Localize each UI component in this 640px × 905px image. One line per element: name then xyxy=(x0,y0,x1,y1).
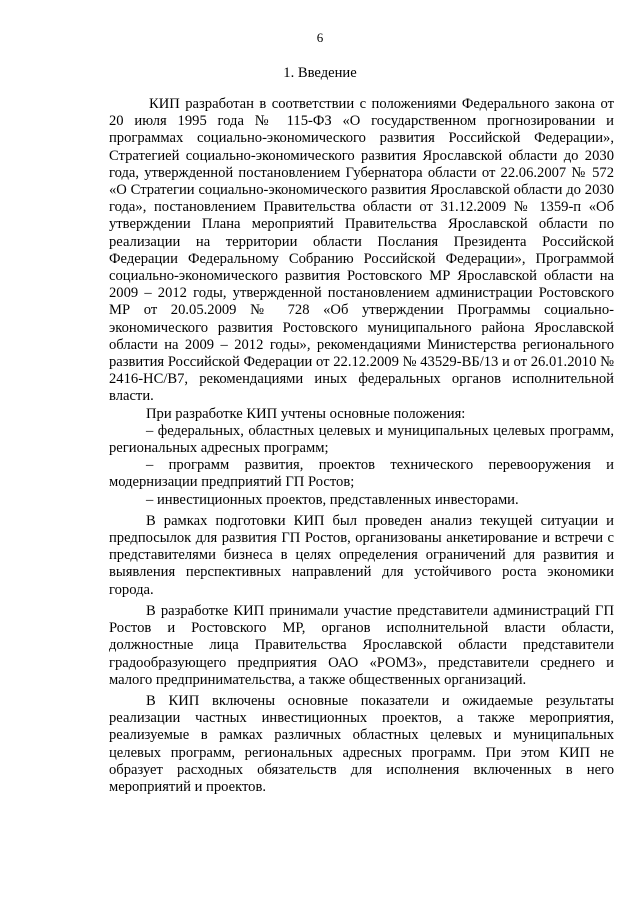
body-text xyxy=(109,96,614,796)
paragraph-participants: В разработке КИП принимали участие представители администраций ГП Ростов и Ростовского МР, органов исполнительной власти области, должностные лица Правительства Ярославской области представители градообразующего предприятия ОАО «РОМЗ», представители среднего и малого предпринимательства, а также общественных организаций. xyxy=(109,602,614,688)
paragraph-considered-provisions: При разработке КИП учтены основные положения: xyxy=(146,405,466,422)
paragraph-legal-basis: КИП разработан в соответствии с положениями Федерального закона от 20 июля 1995 года № 115-ФЗ «О государственном прогнозировании и программах социально-экономического развития Российской Федерации», Стратегией социально-экономического развития Ярославской области до 2030 года, утвержденной постановлением Губернатора области от 22.06.2007 № 572 «О Стратегии социально-экономического развития Ярославской области до 2030 года», постановлением Правительства области от 31.12.2009 № 1359-п «Об утверждении Плана мероприятий Правительства Ярославской области по реализации на территории области Послания Президента Российской Федерации Федеральному Собранию Российской Федерации», Программой социально-экономического развития Ростовского МР Ярославской области на 2009 – 2012 годы, утвержденной постановлением администрации Ростовского МР от 20.05.2009 № 728 «Об утверждении Программы социально-экономического развития Ростовского муниципального района Ярославской области на 2009 – 2012 годы», рекомендациями Министерства регионального развития Российской Федерации от 22.12.2009 № 43529-ВБ/13 и от 26.01.2010 № 2416-НС/В7, рекомендациями иных федеральных органов исполнительной власти. xyxy=(109,96,614,405)
page-number: 6 xyxy=(316,30,324,45)
list-item-development-programs: – программ развития, проектов технического перевооружения и модернизации предприятий ГП Ростов; xyxy=(109,457,614,491)
paragraph-indicators: В КИП включены основные показатели и ожидаемые результаты реализации частных инвестиционных проектов, а также мероприятия, реализуемые в рамках различных областных целевых и муниципальных целевых программ, региональных адресных программ. При этом КИП не образует расходных обязательств для исполнения включенных в него мероприятий и проектов. xyxy=(109,692,614,795)
paragraph-analysis: В рамках подготовки КИП был проведен анализ текущей ситуации и предпосылок для развития ГП Ростов, организованы анкетирование и встречи с представителями бизнеса в целях определения ограничений для развития и выявления перспективных направлений для устойчивого роста экономики города. xyxy=(109,512,614,598)
list-item-investment-projects: – инвестиционных проектов, представленных инвесторами. xyxy=(146,491,519,508)
section-heading: 1. Введение xyxy=(283,65,357,81)
list-item-programs: – федеральных, областных целевых и муниципальных целевых программ, региональных адресных программ; xyxy=(109,422,614,457)
